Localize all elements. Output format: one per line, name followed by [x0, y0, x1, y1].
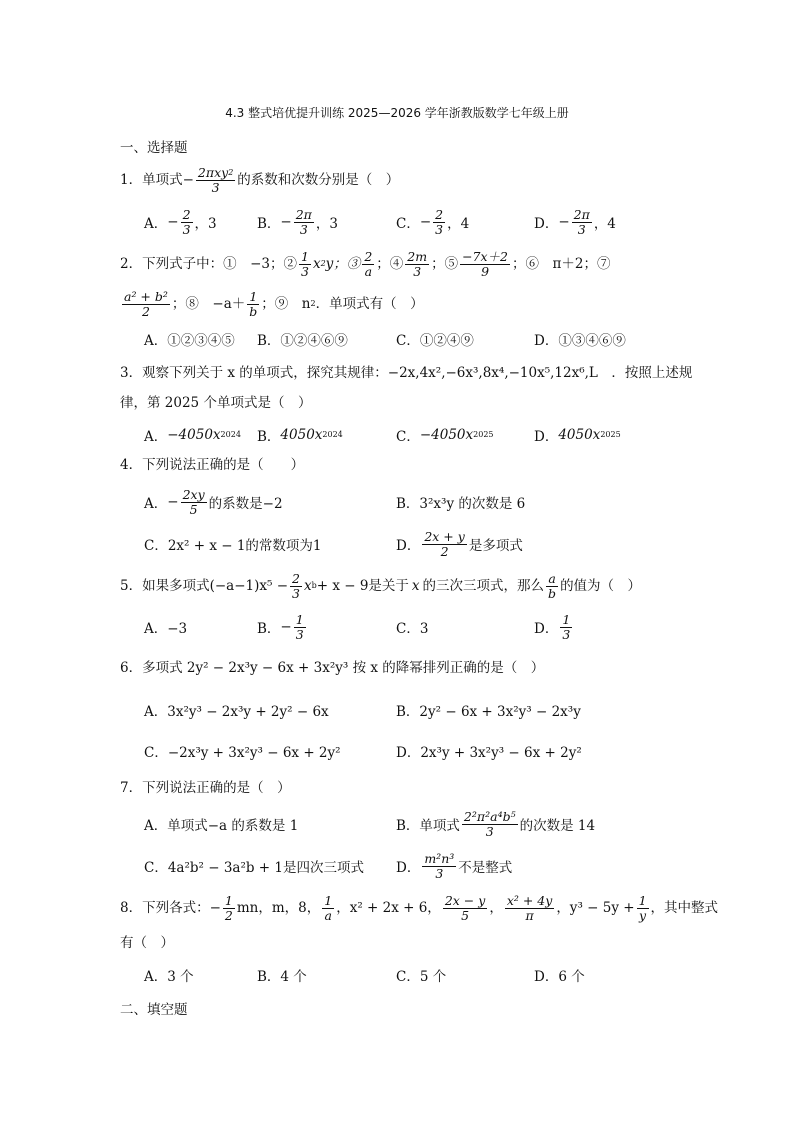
- option-7c[interactable]: C．4a²b² − 3a²b + 1是四次三项式: [144, 860, 365, 876]
- option-7d[interactable]: D． $\frac{\text{m²n³}}{3}$ 不是整式: [396, 850, 513, 881]
- option-2c[interactable]: C．①②④⑨: [396, 333, 474, 349]
- question-8-line-2: 有（ ）: [120, 935, 174, 951]
- question-8-line-1: 8．下列各式：− $\frac{1}{2}$ mn，m，8， $\frac{1}{a}$ ，x² + 2x + 6， $\frac{2x - y}{5}$ ， $\frac{\text{x² + 4y}}{\pi}$ ，y³ − 5y + $\frac{1}{y}$ ，其中整式: [120, 892, 719, 923]
- option-6a[interactable]: A．3x²y³ − 2x³y + 2y² − 6x: [144, 704, 329, 720]
- option-6d[interactable]: D．2x³y + 3x²y³ − 6x + 2y²: [396, 745, 582, 761]
- option-8b[interactable]: B．4 个: [257, 969, 307, 985]
- option-4d[interactable]: D． $\frac{2x + y}{2}$ 是多项式: [396, 528, 523, 559]
- question-3-line-1: 3．观察下列关于 x 的单项式，探究其规律：−2x,4x²,−6x³,8x⁴,−10x⁵,12x⁶,L ．按照上述规: [120, 365, 693, 381]
- option-8d[interactable]: D．6 个: [534, 969, 585, 985]
- option-3b[interactable]: B． 4050x 2024: [257, 427, 343, 445]
- option-2d[interactable]: D．①③④⑥⑨: [534, 333, 626, 349]
- section-fill-blank: 二、填空题: [120, 1002, 188, 1018]
- option-6b[interactable]: B．2y² − 6x + 3x²y³ − 2x³y: [396, 704, 581, 720]
- option-3a[interactable]: A． −4050x 2024: [144, 427, 241, 445]
- option-2b[interactable]: B．①②④⑥⑨: [257, 333, 348, 349]
- question-1: 1．单项式 − 2πxy 2 3 的系数和次数分别是（ ）: [120, 164, 400, 195]
- option-5b[interactable]: B． − $\frac{1}{3}$: [257, 611, 304, 642]
- fraction: 2πxy 2 3: [197, 164, 234, 195]
- option-5d[interactable]: D． $\frac{1}{3}$: [534, 611, 571, 642]
- option-7b[interactable]: B．单项式 $\frac{\text{2²π²a⁴b⁵}}{3}$ 的次数是 14: [396, 808, 596, 839]
- option-1a[interactable]: A． − $\frac{2}{3}$ ，3: [144, 206, 217, 237]
- option-5a[interactable]: A．−3: [144, 621, 188, 637]
- option-6c[interactable]: C．−2x³y + 3x²y³ − 6x + 2y²: [144, 745, 341, 761]
- question-6: 6．多项式 2y² − 2x³y − 6x + 3x²y³ 按 x 的降幂排列正确的是（ ）: [120, 660, 545, 676]
- page-title: 4.3 整式培优提升训练 2025—2026 学年浙教版数学七年级上册: [225, 106, 569, 120]
- option-4c[interactable]: C．2x² + x − 1的常数项为1: [144, 538, 322, 554]
- question-5: 5．如果多项式(−a−1)x⁵ − $\frac{2}{3}$ x b + x − 9是关于 x 的三次三项式，那么 $\frac{a}{b}$ 的值为（ ）: [120, 570, 642, 601]
- option-1b[interactable]: B． − $\frac{2\pi}{3}$ ，3: [257, 206, 338, 237]
- option-4a[interactable]: A． − $\frac{2xy}{5}$ 的系数是−2: [144, 486, 283, 517]
- option-3c[interactable]: C． −4050x 2025: [396, 427, 494, 445]
- question-3-line-2: 律，第 2025 个单项式是（ ）: [120, 395, 312, 411]
- option-3d[interactable]: D． 4050x 2025: [534, 427, 621, 445]
- option-1c[interactable]: C． − $\frac{2}{3}$ ，4: [396, 206, 470, 237]
- option-1d[interactable]: D． − $\frac{2\pi}{3}$ ，4: [534, 206, 616, 237]
- option-7a[interactable]: A．单项式−a 的系数是 1: [144, 818, 299, 834]
- option-4b[interactable]: B．3²x³y 的次数是 6: [396, 496, 526, 512]
- section-choice: 一、选择题: [120, 140, 188, 156]
- option-8c[interactable]: C．5 个: [396, 969, 447, 985]
- option-2a[interactable]: A．①②③④⑤: [144, 333, 235, 349]
- question-2-line-1: 2．下列式子中：① −3；② $\frac{1}{3}$ x 2 y；③ $\frac{2}{a}$ ；④ $\frac{2m}{3}$ ；⑤ $\frac{-7x+2}{9}$ ；⑥ π＋2；⑦: [120, 248, 611, 279]
- question-4: 4．下列说法正确的是（ ）: [120, 457, 305, 473]
- option-5c[interactable]: C．3: [396, 621, 429, 637]
- question-7: 7．下列说法正确的是（ ）: [120, 780, 291, 796]
- question-2-line-2: $\frac{\text{a² + b²}}{2}$ ；⑧ −a＋ $\frac{1}{b}$ ；⑨ n 2 ．单项式有（ ）: [124, 288, 424, 319]
- option-8a[interactable]: A．3 个: [144, 969, 194, 985]
